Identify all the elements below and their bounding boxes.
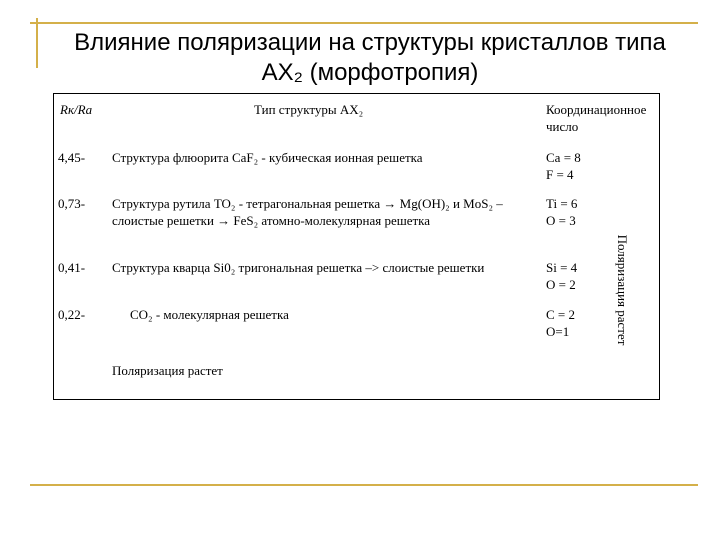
header-structure-type: Тип структуры AX₂ [254,102,364,117]
row-4-radius: 0,22- [58,307,86,322]
header-radius-ratio: Rк/Rа [60,102,93,117]
row-2-coord-a: Ti = 6 [546,196,578,211]
morphotropy-table [53,93,660,400]
decorative-top-line [30,22,698,24]
title-line-1: Влияние поляризации на структуры кристаллов типа [74,29,666,56]
row-1-coord-b: F = 4 [546,167,574,182]
row-1-description: Структура флюорита CaF₂ - кубическая ионная решетка [112,150,423,165]
polarization-increases-vertical: Поляризация растет [615,234,630,346]
row-3-coord-b: O = 2 [546,277,576,292]
row-2-coord-b: O = 3 [546,213,576,228]
row-3-radius: 0,41- [58,260,86,275]
row-1-coordination [546,149,581,183]
polarization-increases-bottom: Поляризация растет [112,363,223,378]
row-1-radius: 4,45- [58,150,86,165]
row-3-coord-a: Si = 4 [546,260,578,275]
decorative-vertical-line [36,18,38,68]
row-4-coord-b: O=1 [546,324,570,339]
header-coordination-number: Координационное число [546,102,647,134]
title-line-2: AX₂ (морфотропия) [261,59,479,86]
row-3-description: Структура кварца Si0₂ тригональная решетка –> слоистые решетки [112,260,485,275]
row-2-radius: 0,73- [58,196,86,211]
row-3-coordination [546,259,577,293]
row-4-coordination [546,306,575,340]
row-2-coordination [546,195,577,229]
row-4-description: CO₂ - молекулярная решетка [130,307,289,322]
row-4-coord-a: C = 2 [546,307,576,322]
decorative-bottom-line [30,484,698,486]
row-1-coord-a: Ca = 8 [546,150,581,165]
row-2-description: Структура рутила TO₂ - тетрагональная решетка → Mg(OH)₂ и MoS₂ – слоистые решетки → FeS₂ атомно-молекулярная решетка [112,196,503,228]
slide-title [40,28,700,88]
